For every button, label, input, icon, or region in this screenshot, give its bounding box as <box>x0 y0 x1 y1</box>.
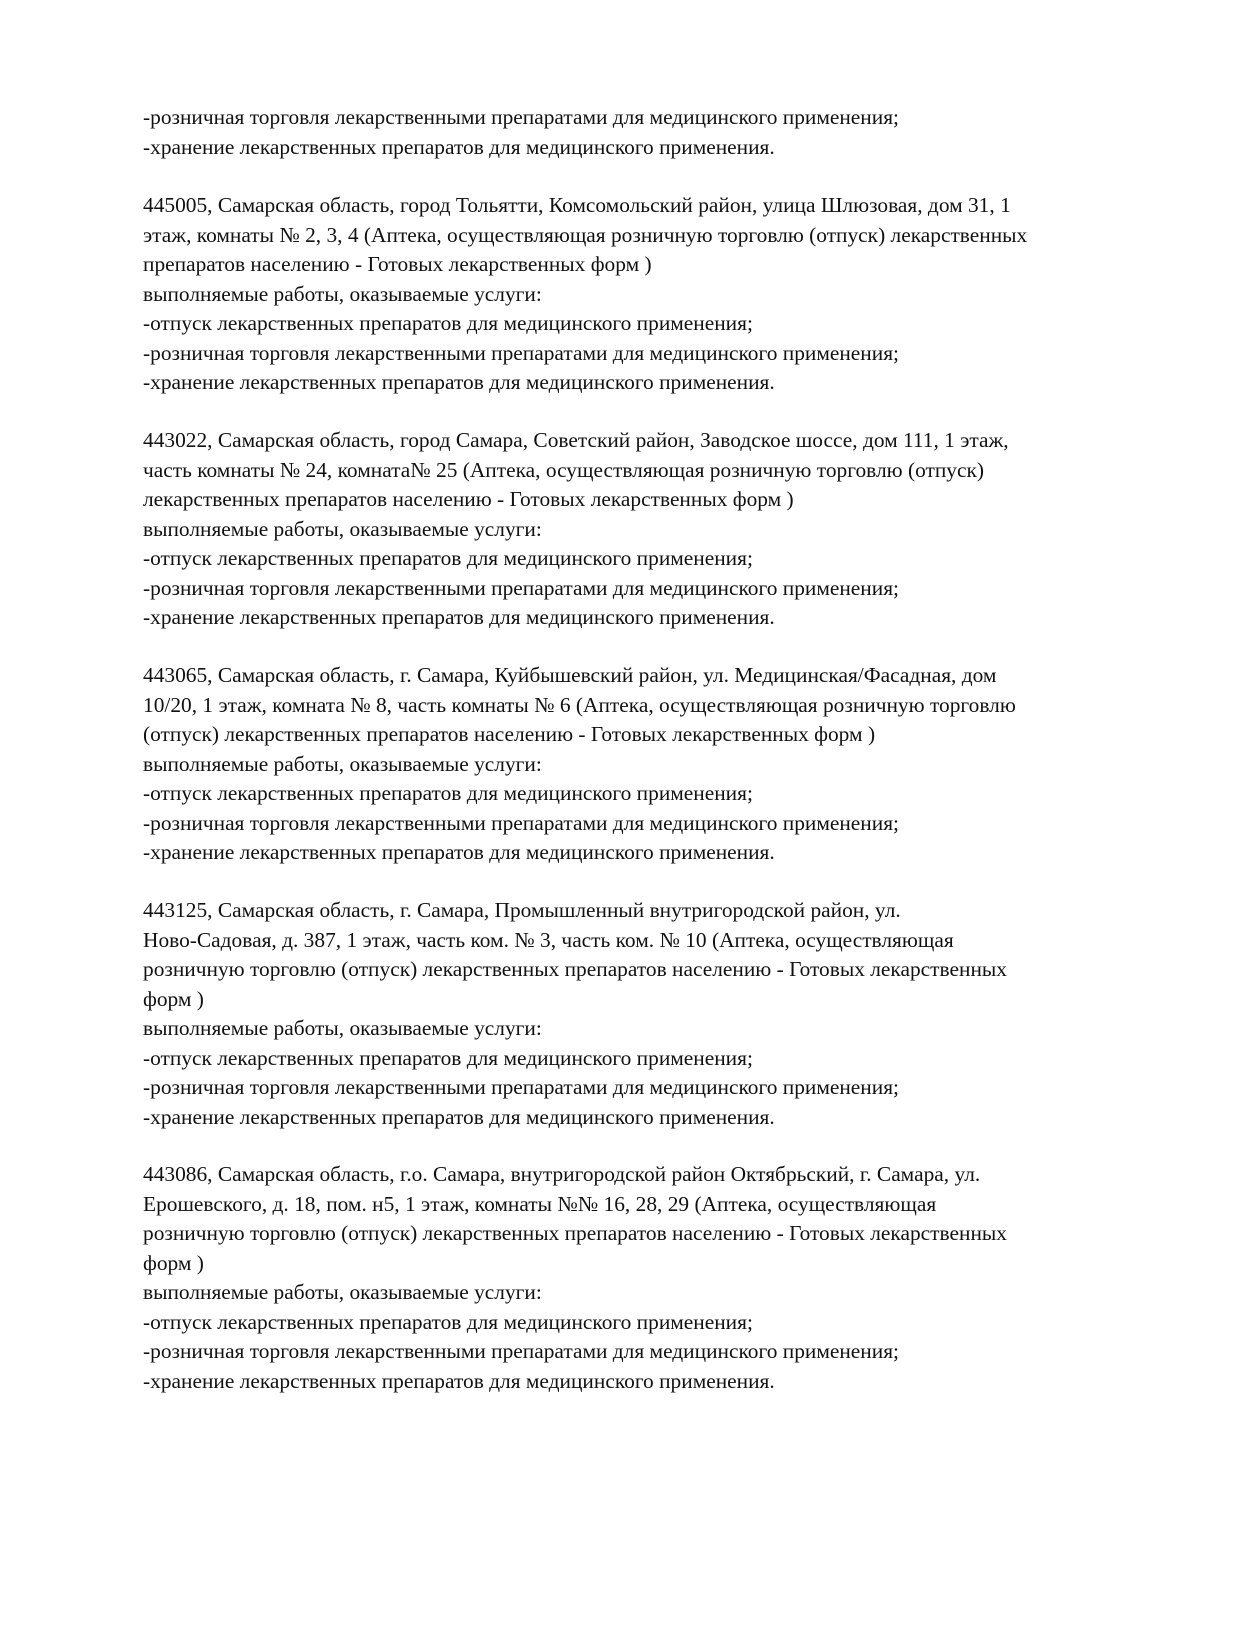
address-line: 10/20, 1 этаж, комната № 8, часть комнаты № 6 (Аптека, осуществляющая розничную торговлю <box>143 692 1016 717</box>
service-line: -хранение лекарственных препаратов для медицинского применения. <box>143 840 775 864</box>
service-line: -отпуск лекарственных препаратов для медицинского применения; <box>143 1045 753 1070</box>
address-entry <box>143 1160 1153 1396</box>
address-line: 445005, Самарская область, город Тольятти, Комсомольский район, улица Шлюзовая, дом 31, 1 <box>143 193 1011 217</box>
address-line: форм ) <box>143 1250 204 1275</box>
address-entry <box>143 896 1153 1132</box>
service-line: -розничная торговля лекарственными препаратами для медицинского применения; <box>143 1075 899 1099</box>
address-line: часть комнаты № 24, комната№ 25 (Аптека, осуществляющая розничную торговлю (отпуск) <box>143 457 985 482</box>
address-line: розничную торговлю (отпуск) лекарственных препаратов населению - Готовых лекарственных <box>143 957 1007 981</box>
address-line: лекарственных препаратов населению - Готовых лекарственных форм ) <box>143 487 794 511</box>
service-line: -хранение лекарственных препаратов для медицинского применения. <box>143 1104 775 1129</box>
address-line: Ново-Садовая, д. 387, 1 этаж, часть ком. № 3, часть ком. № 10 (Аптека, осуществляющая <box>143 927 954 952</box>
services-heading: выполняемые работы, оказываемые услуги: <box>143 516 542 541</box>
address-line: (отпуск) лекарственных препаратов населению - Готовых лекарственных форм ) <box>143 722 876 746</box>
service-line: -хранение лекарственных препаратов для медицинского применения. <box>143 1368 775 1393</box>
address-entry <box>143 426 1153 633</box>
address-line: препаратов населению - Готовых лекарственных форм ) <box>143 252 652 276</box>
services-heading: выполняемые работы, оказываемые услуги: <box>143 751 542 776</box>
service-line: -хранение лекарственных препаратов для медицинского применения. <box>143 370 775 394</box>
service-line: -хранение лекарственных препаратов для медицинского применения. <box>143 605 775 629</box>
services-heading: выполняемые работы, оказываемые услуги: <box>143 281 542 306</box>
service-line: -розничная торговля лекарственными препаратами для медицинского применения; <box>143 575 899 600</box>
service-line: -розничная торговля лекарственными препаратами для медицинского применения; <box>143 340 899 365</box>
address-line: 443065, Самарская область, г. Самара, Куйбышевский район, ул. Медицинская/Фасадная, дом <box>143 663 997 687</box>
services-heading: выполняемые работы, оказываемые услуги: <box>143 1280 542 1304</box>
address-line: 443086, Самарская область, г.о. Самара, внутригородской район Октябрьский, г. Самара, ул. <box>143 1162 981 1186</box>
services-heading: выполняемые работы, оказываемые услуги: <box>143 1016 542 1040</box>
service-line: -отпуск лекарственных препаратов для медицинского применения; <box>143 311 753 335</box>
address-line: форм ) <box>143 986 204 1011</box>
address-entry <box>143 661 1153 868</box>
address-line: этаж, комнаты № 2, 3, 4 (Аптека, осуществляющая розничную торговлю (отпуск) лекарственных <box>143 222 1028 247</box>
address-entry <box>143 191 1153 398</box>
service-line: -отпуск лекарственных препаратов для медицинского применения; <box>143 1309 753 1334</box>
intro-block <box>143 103 1153 162</box>
service-line: -розничная торговля лекарственными препаратами для медицинского применения; <box>143 810 899 835</box>
address-line: розничную торговлю (отпуск) лекарственных препаратов населению - Готовых лекарственных <box>143 1221 1007 1245</box>
address-line: 443125, Самарская область, г. Самара, Промышленный внутригородской район, ул. <box>143 898 901 922</box>
service-line: -отпуск лекарственных препаратов для медицинского применения; <box>143 546 753 570</box>
service-line: -розничная торговля лекарственными препаратами для медицинского применения; <box>143 1339 899 1363</box>
service-line: -отпуск лекарственных препаратов для медицинского применения; <box>143 781 753 805</box>
service-line: -хранение лекарственных препаратов для медицинского применения. <box>143 134 775 159</box>
service-line: -розничная торговля лекарственными препаратами для медицинского применения; <box>143 105 899 129</box>
address-line: Ерошевского, д. 18, пом. н5, 1 этаж, комнаты №№ 16, 28, 29 (Аптека, осуществляющая <box>143 1191 937 1216</box>
address-line: 443022, Самарская область, город Самара, Советский район, Заводское шоссе, дом 111, 1 этаж, <box>143 428 1009 452</box>
